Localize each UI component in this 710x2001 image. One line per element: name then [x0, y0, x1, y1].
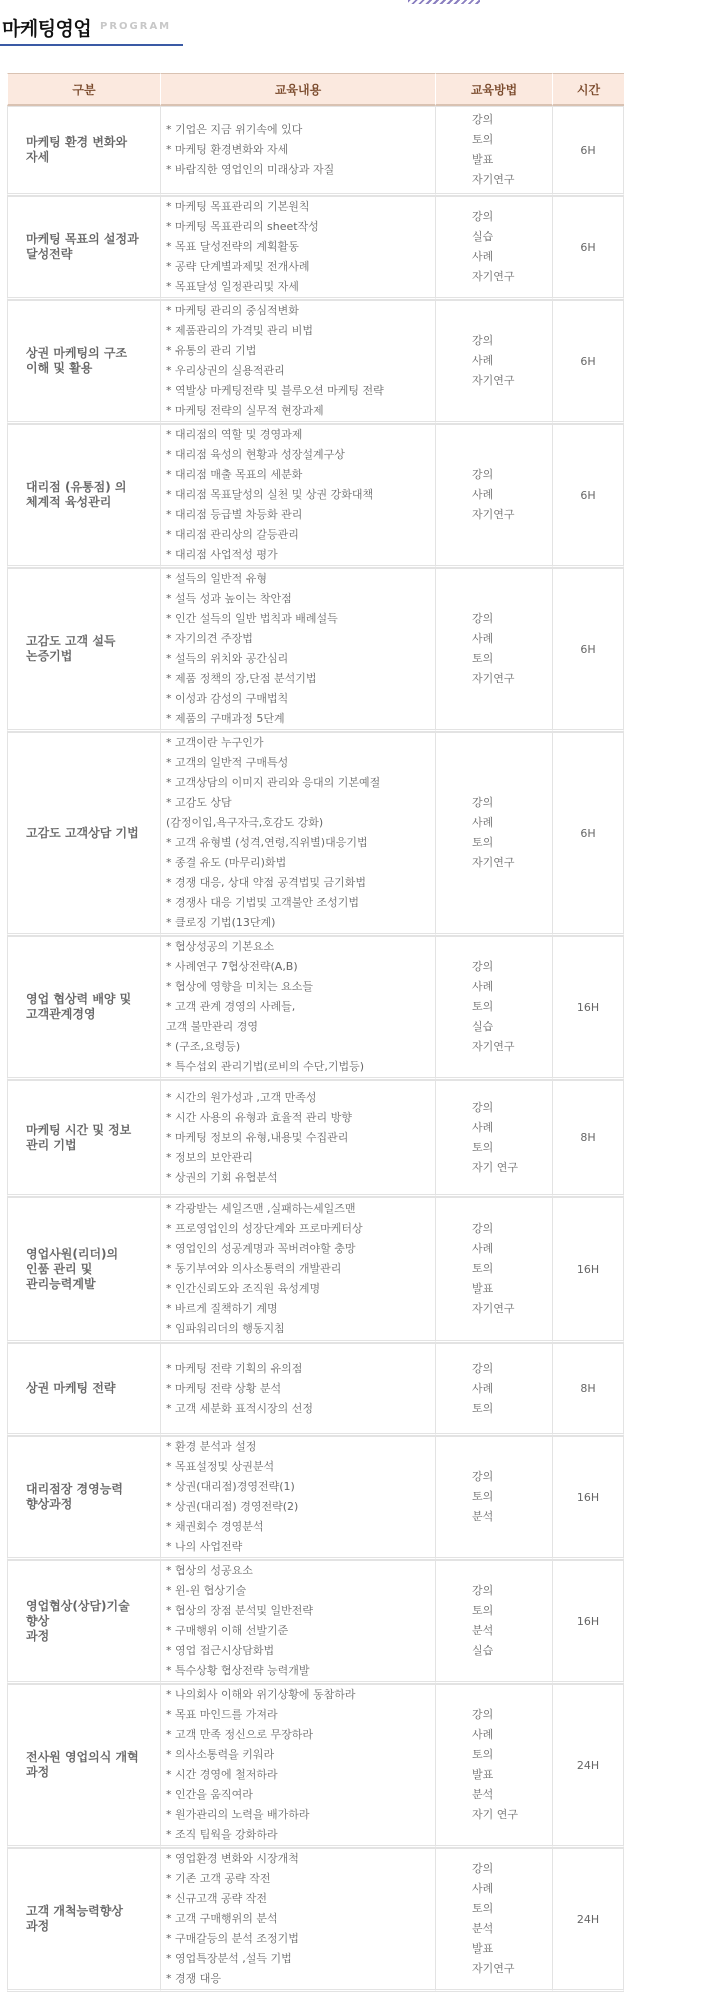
course-category — [7, 1343, 160, 1436]
course-method — [435, 106, 552, 196]
content-item: * 조직 팀웍을 강화하라 — [166, 1828, 278, 1841]
method-item: 자기연구 — [472, 856, 515, 869]
content-item: * 특수상황 협상전략 능력개발 — [166, 1664, 310, 1677]
content-item: * 사례연구 7협상전략(A,B) — [166, 960, 298, 973]
course-method — [435, 1080, 552, 1197]
content-item: * 고객이란 누구인가 — [166, 736, 264, 749]
method-item: 토의 — [472, 836, 494, 849]
course-hours: 16H — [552, 1197, 624, 1343]
content-item: * 의사소통력을 키워라 — [166, 1748, 275, 1761]
header-content: 교육내용 — [160, 73, 435, 106]
course-content — [160, 1197, 435, 1343]
course-method — [435, 1684, 552, 1848]
course-method — [435, 1197, 552, 1343]
content-item: * 유통의 관리 기법 — [166, 344, 257, 357]
course-hours: 16H — [552, 1436, 624, 1560]
method-item: 사례 — [472, 1120, 494, 1134]
content-item: * 각광받는 세일즈맨 ,실패하는세일즈맨 — [166, 1202, 356, 1215]
content-item: * 기존 고객 공략 작전 — [166, 1872, 271, 1885]
content-item: * 신규고객 공략 작전 — [166, 1892, 267, 1905]
course-hours: 16H — [552, 1560, 624, 1684]
course-content — [160, 1560, 435, 1684]
course-method — [435, 424, 552, 568]
content-item: * 시간 사용의 유형과 효율적 관리 방향 — [166, 1110, 352, 1124]
category-line: 과정 — [26, 1765, 50, 1779]
content-item: * 종결 유도 (마무리)화법 — [166, 856, 287, 869]
category-line: 대리점장 경영능력 — [26, 1482, 123, 1496]
content-item: * 대리점 목표달성의 실천 및 상권 강화대책 — [166, 488, 374, 501]
content-item: * 마케팅 관리의 중심적변화 — [166, 304, 299, 317]
method-item: 발표 — [472, 1942, 494, 1955]
content-item: * 경쟁사 대응 기법및 고객불안 조성기법 — [166, 896, 359, 909]
method-item: 분석 — [472, 1624, 494, 1637]
content-item: * 상권(대리점)경영전략(1) — [166, 1480, 295, 1493]
method-item: 자기연구 — [472, 374, 515, 387]
category-line: 영업사원(리더)의 — [26, 1246, 119, 1261]
table-row — [7, 106, 624, 196]
method-item: 자기연구 — [472, 173, 515, 186]
category-line: 향상 — [26, 1613, 50, 1628]
content-item: * 제품관리의 가격및 관리 비법 — [166, 324, 313, 337]
method-item: 분석 — [472, 1788, 494, 1801]
content-item: * 고객상담의 이미지 관리와 응대의 기본예절 — [166, 776, 381, 789]
course-content — [160, 568, 435, 732]
table-row — [7, 196, 624, 300]
course-method — [435, 1343, 552, 1436]
category-line: 고감도 고객 설득 — [26, 634, 116, 648]
method-item: 분석 — [472, 1510, 494, 1523]
course-category — [7, 106, 160, 196]
content-item: * 기업은 지금 위기속에 있다 — [166, 123, 303, 136]
content-item: * 원가관리의 노력을 배가하라 — [166, 1808, 310, 1821]
method-item: 강의 — [472, 468, 494, 481]
course-category — [7, 1560, 160, 1684]
category-line: 고객 개척능력향상 — [26, 1904, 123, 1918]
content-item: * 마케팅 전략의 실무적 현장과제 — [166, 404, 324, 417]
course-hours: 6H — [552, 568, 624, 732]
method-item: 사례 — [472, 488, 494, 501]
content-item: * 협상의 성공요소 — [166, 1564, 253, 1577]
header-method: 교육방법 — [435, 73, 552, 106]
category-line: 체계적 육성관리 — [26, 495, 112, 509]
content-item: * 인간 설득의 일반 법칙과 배례설득 — [166, 612, 338, 625]
table-row — [7, 300, 624, 424]
method-item: 강의 — [472, 960, 494, 973]
method-item: 강의 — [472, 210, 494, 223]
category-line: 인품 관리 및 — [26, 1261, 93, 1276]
content-item: * 협상성공의 기본요소 — [166, 940, 275, 953]
title-underline — [0, 44, 183, 46]
category-line: 영업협상(상담)기술 — [26, 1598, 130, 1613]
course-hours: 16H — [552, 936, 624, 1080]
content-item: * 채권회수 경영분석 — [166, 1520, 264, 1533]
content-item: * 마케팅 목표관리의 sheet작성 — [166, 220, 319, 233]
content-item: * 임파워리더의 행동지침 — [166, 1322, 285, 1335]
course-method — [435, 1436, 552, 1560]
course-method — [435, 300, 552, 424]
content-item: * 마케팅 환경변화와 자세 — [166, 143, 289, 156]
method-item: 강의 — [472, 796, 494, 809]
method-item: 사례 — [472, 1381, 494, 1395]
course-method — [435, 196, 552, 300]
content-item: * 시간의 원가성과 ,고객 만족성 — [166, 1090, 317, 1104]
method-item: 발표 — [472, 1282, 494, 1295]
content-item: * 고객 관계 경영의 사례들, — [166, 1000, 296, 1013]
content-item: * 인간을 움직여라 — [166, 1788, 253, 1801]
content-item: * 협상에 영향을 미치는 요소들 — [166, 980, 313, 993]
course-content — [160, 106, 435, 196]
course-content — [160, 936, 435, 1080]
category-line: 마케팅 목표의 설정과 — [26, 232, 139, 246]
course-content — [160, 1080, 435, 1197]
content-item: * 고객 세분화 표적시장의 선정 — [166, 1401, 313, 1415]
content-item: * 대리점 관리상의 갈등관리 — [166, 528, 299, 541]
method-item: 자기연구 — [472, 270, 515, 283]
content-item: * 시간 경영에 철저하라 — [166, 1768, 278, 1781]
course-category — [7, 1197, 160, 1343]
method-item: 강의 — [472, 334, 494, 347]
content-item: * 고객의 일반적 구매특성 — [166, 756, 289, 769]
category-line: 대리점 (유통점) 의 — [26, 480, 127, 494]
method-item: 강의 — [472, 1222, 494, 1235]
method-item: 토의 — [472, 1748, 494, 1761]
content-item: * 대리점 육성의 현황과 성장설계구상 — [166, 448, 345, 461]
category-line: 고감도 고객상담 기법 — [26, 825, 139, 840]
course-table-body — [7, 106, 624, 1992]
header-category: 구분 — [7, 73, 160, 106]
course-content — [160, 196, 435, 300]
category-line: 논증기법 — [26, 649, 73, 663]
category-line: 달성전략 — [26, 247, 73, 261]
content-item: * 영업인의 성공계명과 꼭버려야할 충망 — [166, 1242, 356, 1255]
method-item: 사례 — [472, 980, 494, 993]
course-content — [160, 1684, 435, 1848]
content-item: * 영업환경 변화와 시장개척 — [166, 1852, 299, 1865]
content-item: * 바람직한 영업인의 미래상과 자질 — [166, 163, 335, 176]
content-item: * 설득의 위치와 공간심리 — [166, 652, 289, 665]
method-item: 자기연구 — [472, 1962, 515, 1975]
method-item: 사례 — [472, 816, 494, 829]
course-hours: 24H — [552, 1848, 624, 1992]
course-method — [435, 568, 552, 732]
method-item: 토의 — [472, 1490, 494, 1503]
content-item: * 고객 만족 정신으로 무장하라 — [166, 1728, 313, 1741]
decorative-stripe — [408, 0, 480, 4]
content-item: * 바르게 질책하기 계명 — [166, 1302, 278, 1315]
content-item: * 공략 단계별과제및 전개사례 — [166, 260, 310, 273]
method-item: 실습 — [472, 1020, 494, 1033]
category-line: 과정 — [26, 1919, 50, 1933]
content-item: * 마케팅 전략 기획의 유의점 — [166, 1361, 303, 1375]
method-item: 사례 — [472, 250, 494, 263]
content-item: * (구조,요령등) — [166, 1040, 241, 1053]
content-item: * 특수섭외 관리기법(로비의 수단,기법등) — [166, 1060, 365, 1073]
content-item: * 영업 접근시상담화법 — [166, 1644, 275, 1657]
course-method — [435, 1560, 552, 1684]
category-line: 관리 기법 — [26, 1137, 77, 1152]
content-item: * 목표 달성전략의 계획활동 — [166, 240, 299, 253]
course-hours: 6H — [552, 196, 624, 300]
category-line: 향상과정 — [26, 1497, 73, 1511]
method-item: 사례 — [472, 1242, 494, 1255]
table-header-row — [7, 73, 624, 106]
course-category — [7, 1080, 160, 1197]
table-row — [7, 1560, 624, 1684]
method-item: 사례 — [472, 1882, 494, 1895]
course-category — [7, 1684, 160, 1848]
content-item: * 대리점 등급별 차등화 관리 — [166, 508, 303, 521]
content-item: * 대리점 매출 목표의 세분화 — [166, 468, 303, 481]
table-row — [7, 1684, 624, 1848]
page-header — [0, 8, 183, 45]
content-item: * 프로영업인의 성장단계와 프로마케터상 — [166, 1222, 363, 1235]
method-item: 자기연구 — [472, 1040, 515, 1053]
table-row — [7, 1080, 624, 1197]
content-item: * 목표설정및 상권분석 — [166, 1460, 275, 1473]
course-content — [160, 1848, 435, 1992]
category-line: 자세 — [26, 150, 50, 164]
course-hours: 24H — [552, 1684, 624, 1848]
course-category — [7, 936, 160, 1080]
content-item: * 인간신뢰도와 조직원 육성계명 — [166, 1282, 321, 1295]
content-item: * 설득의 일반적 유형 — [166, 572, 267, 585]
course-hours: 6H — [552, 106, 624, 196]
course-category — [7, 300, 160, 424]
table-row — [7, 568, 624, 732]
method-item: 사례 — [472, 354, 494, 367]
content-item: * 대리점의 역할 및 경영과제 — [166, 428, 303, 441]
category-line: 고객관계경영 — [26, 1007, 96, 1021]
method-item: 토의 — [472, 1262, 494, 1275]
content-item: * 상권의 기회 유협분석 — [166, 1170, 278, 1184]
course-content — [160, 732, 435, 936]
method-item: 사례 — [472, 632, 494, 645]
course-hours: 8H — [552, 1343, 624, 1436]
method-item: 토의 — [472, 1401, 494, 1415]
course-content — [160, 1436, 435, 1560]
method-item: 토의 — [472, 652, 494, 665]
course-method — [435, 1848, 552, 1992]
course-category — [7, 196, 160, 300]
content-item: * 고감도 상담 — [166, 796, 232, 809]
content-item: * 마케팅 목표관리의 기본원칙 — [166, 200, 310, 213]
content-item: * 구매갈등의 분석 조정기법 — [166, 1932, 299, 1945]
method-item: 사례 — [472, 1728, 494, 1741]
course-hours: 6H — [552, 732, 624, 936]
category-line: 마케팅 시간 및 정보 — [26, 1122, 132, 1137]
page-subtitle: PROGRAM — [100, 21, 172, 32]
method-item: 발표 — [472, 1768, 494, 1781]
content-item: * 협상의 장점 분석및 일반전략 — [166, 1604, 313, 1617]
content-item: * 마케팅 전략 상황 분석 — [166, 1381, 282, 1395]
method-item: 실습 — [472, 1644, 494, 1657]
method-item: 강의 — [472, 1361, 494, 1375]
content-item: * 상권(대리점) 경영전략(2) — [166, 1500, 299, 1513]
table-row — [7, 1848, 624, 1992]
method-item: 자기 연구 — [472, 1808, 519, 1821]
course-category — [7, 1436, 160, 1560]
course-table — [7, 73, 624, 1992]
method-item: 토의 — [472, 1140, 494, 1154]
content-item: * 구매행위 이해 선발기준 — [166, 1624, 289, 1637]
method-item: 강의 — [472, 1470, 494, 1483]
method-item: 자기 연구 — [472, 1160, 519, 1174]
content-item: * 경쟁 대응, 상대 약점 공격법및 금기화법 — [166, 876, 366, 889]
content-item: * 정보의 보안관리 — [166, 1150, 253, 1164]
course-content — [160, 1343, 435, 1436]
course-category — [7, 568, 160, 732]
content-item: * 마케팅 정보의 유형,내용및 수집관리 — [166, 1130, 349, 1144]
content-item: * 고객 유형별 (성격,연령,직위별)대응기법 — [166, 836, 368, 849]
table-row — [7, 732, 624, 936]
course-content — [160, 300, 435, 424]
category-line: 상권 마케팅 전략 — [26, 1381, 116, 1395]
content-item: * 역발상 마케팅전략 및 블루오션 마케팅 전략 — [166, 384, 384, 397]
table-row — [7, 1197, 624, 1343]
content-item: * 나의 사업전략 — [166, 1540, 243, 1553]
content-item: * 영업특장분석 ,설득 기법 — [166, 1952, 292, 1965]
method-item: 강의 — [472, 1100, 494, 1114]
category-line: 영업 협상력 배양 및 — [26, 992, 132, 1006]
content-item: * 우리상권의 실용적관리 — [166, 364, 285, 377]
content-item: * 환경 분석과 설정 — [166, 1440, 257, 1453]
method-item: 토의 — [472, 1604, 494, 1617]
course-category — [7, 732, 160, 936]
content-item: * 경쟁 대응 — [166, 1972, 221, 1985]
method-item: 자기연구 — [472, 672, 515, 685]
course-hours: 8H — [552, 1080, 624, 1197]
table-row — [7, 936, 624, 1080]
course-category — [7, 1848, 160, 1992]
method-item: 강의 — [472, 1708, 494, 1721]
method-item: 발표 — [472, 153, 494, 166]
course-method — [435, 936, 552, 1080]
category-line: 과정 — [26, 1628, 50, 1643]
method-item: 분석 — [472, 1922, 494, 1935]
content-item: * 목표달성 일정관리및 자세 — [166, 280, 299, 293]
content-item: * 제품의 구매과정 5단계 — [166, 712, 285, 725]
table-row — [7, 1436, 624, 1560]
method-item: 토의 — [472, 1902, 494, 1915]
category-line: 상권 마케팅의 구조 — [26, 346, 128, 360]
content-item: * 자기의견 주장법 — [166, 632, 253, 645]
course-method — [435, 732, 552, 936]
method-item: 토의 — [472, 133, 494, 146]
course-content — [160, 424, 435, 568]
course-category — [7, 424, 160, 568]
method-item: 실습 — [472, 230, 494, 243]
content-item: * 나의회사 이해와 위기상황에 동참하라 — [166, 1688, 356, 1701]
category-line: 마케팅 환경 변화와 — [26, 135, 128, 149]
content-item: * 대리점 사업적성 평가 — [166, 548, 278, 561]
page-title: 마케팅영업 — [2, 18, 92, 40]
category-line: 전사원 영업의식 개혁 — [26, 1750, 139, 1764]
course-hours: 6H — [552, 300, 624, 424]
content-item: * 고객 구매행위의 분석 — [166, 1912, 278, 1925]
header-hours: 시간 — [552, 73, 624, 106]
table-row — [7, 1343, 624, 1436]
content-item: (감정이입,욕구자극,호감도 강화) — [166, 816, 324, 829]
table-row — [7, 424, 624, 568]
method-item: 강의 — [472, 113, 494, 126]
content-item: 고객 불만관리 경영 — [166, 1020, 259, 1033]
content-item: * 이성과 감성의 구매법칙 — [166, 692, 289, 705]
method-item: 강의 — [472, 1584, 494, 1597]
content-item: * 동기부여와 의사소통력의 개발관리 — [166, 1262, 342, 1275]
method-item: 자기연구 — [472, 508, 515, 521]
category-line: 이해 및 활용 — [26, 361, 93, 375]
course-hours: 6H — [552, 424, 624, 568]
content-item: * 제품 정책의 장,단점 분석기법 — [166, 672, 317, 685]
content-item: * 클로징 기법(13단계) — [166, 916, 276, 929]
method-item: 강의 — [472, 612, 494, 625]
content-item: * 목표 마인드를 가져라 — [166, 1708, 278, 1721]
method-item: 강의 — [472, 1862, 494, 1875]
method-item: 토의 — [472, 1000, 494, 1013]
content-item: * 윈-윈 협상기술 — [166, 1584, 247, 1597]
method-item: 자기연구 — [472, 1302, 515, 1315]
category-line: 관리능력계발 — [26, 1276, 96, 1291]
content-item: * 설득 성과 높이는 착안점 — [166, 592, 292, 605]
